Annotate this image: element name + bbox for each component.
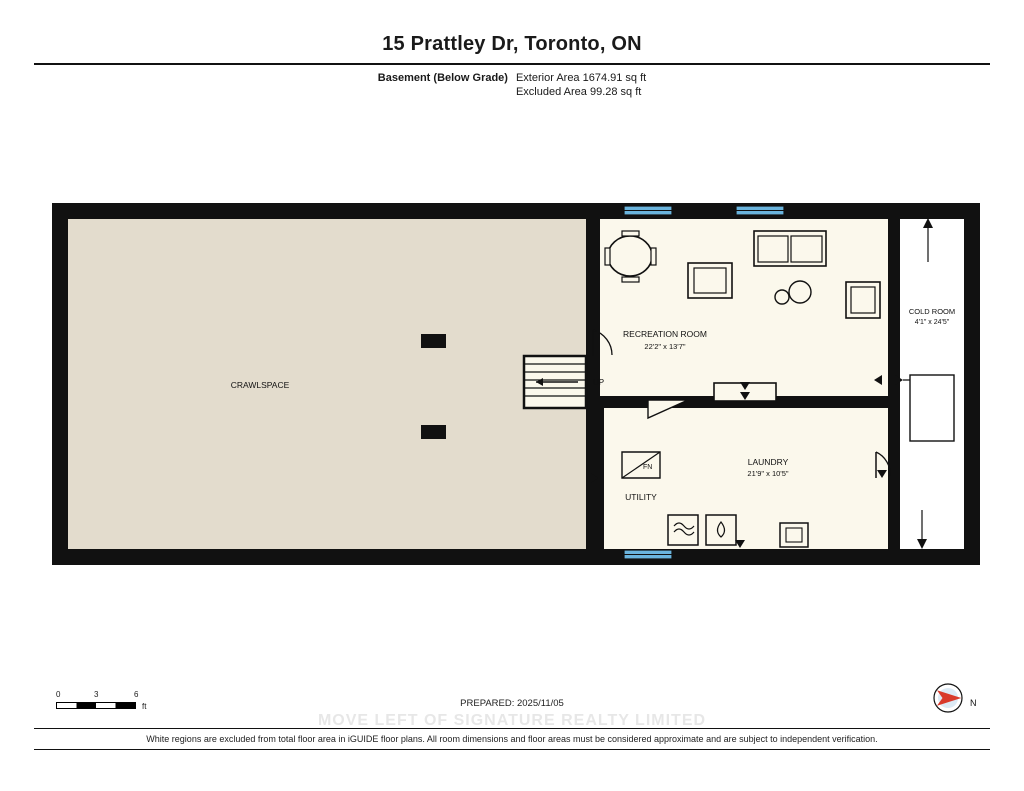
crawlspace-area (68, 219, 586, 549)
staircase (524, 356, 586, 408)
scale-tick-1: 3 (94, 690, 99, 699)
water-heater-icon (706, 515, 736, 545)
room-dims-cold-room: 4'1" x 24'5" (914, 319, 950, 326)
ottoman-icon (775, 290, 789, 304)
page-title: 15 Prattley Dr, Toronto, ON (382, 33, 642, 55)
footer-divider-bottom (34, 749, 990, 750)
laundry-sink-icon (780, 523, 808, 547)
room-dims-recreation-room: 22'2" x 13'7" (644, 342, 686, 351)
furnace-label: FN (643, 464, 653, 471)
furnace-icon (622, 452, 660, 478)
level-label: Basement (Below Grade) (377, 72, 508, 84)
washer-icon (668, 515, 698, 545)
disclaimer-text: White regions are excluded from total floor area in iGUIDE floor plans. All room dimensions and floor areas must be considered approximate and are subject to independent verification. (146, 734, 878, 744)
room-label-utility: UTILITY (625, 492, 657, 502)
room-label-laundry: LAUNDRY (747, 457, 789, 467)
sofa-icon (754, 231, 826, 266)
interior-wall-utility (598, 403, 604, 549)
compass-north-label: N (970, 698, 977, 708)
ottoman-icon (789, 281, 811, 303)
stairs-up-label: UP (593, 378, 605, 387)
excluded-area: Excluded Area 99.28 sq ft (515, 86, 642, 98)
prepared-date: PREPARED: 2025/11/05 (460, 698, 564, 709)
interior-wall-cold-room (888, 211, 900, 557)
room-label-crawlspace: CRAWLSPACE (230, 380, 290, 390)
watermark: MOVE LEFT OF SIGNATURE REALTY LIMITED (317, 712, 707, 729)
room-label-recreation-room: RECREATION ROOM (623, 329, 707, 339)
crawlspace-pier (421, 334, 446, 348)
cold-room-shelf-icon (910, 375, 954, 441)
room-dims-laundry: 21'9" x 10'5" (747, 469, 789, 478)
footer-divider-top (34, 728, 990, 729)
room-label-cold-room: COLD ROOM (908, 307, 956, 316)
armchair-icon (688, 263, 732, 298)
scale-tick-0: 0 (56, 690, 61, 699)
exterior-area: Exterior Area 1674.91 sq ft (515, 72, 647, 84)
crawlspace-pier (421, 425, 446, 439)
scale-unit: ft (142, 702, 147, 711)
scale-tick-2: 6 (134, 690, 139, 699)
side-chair-icon (846, 282, 880, 318)
